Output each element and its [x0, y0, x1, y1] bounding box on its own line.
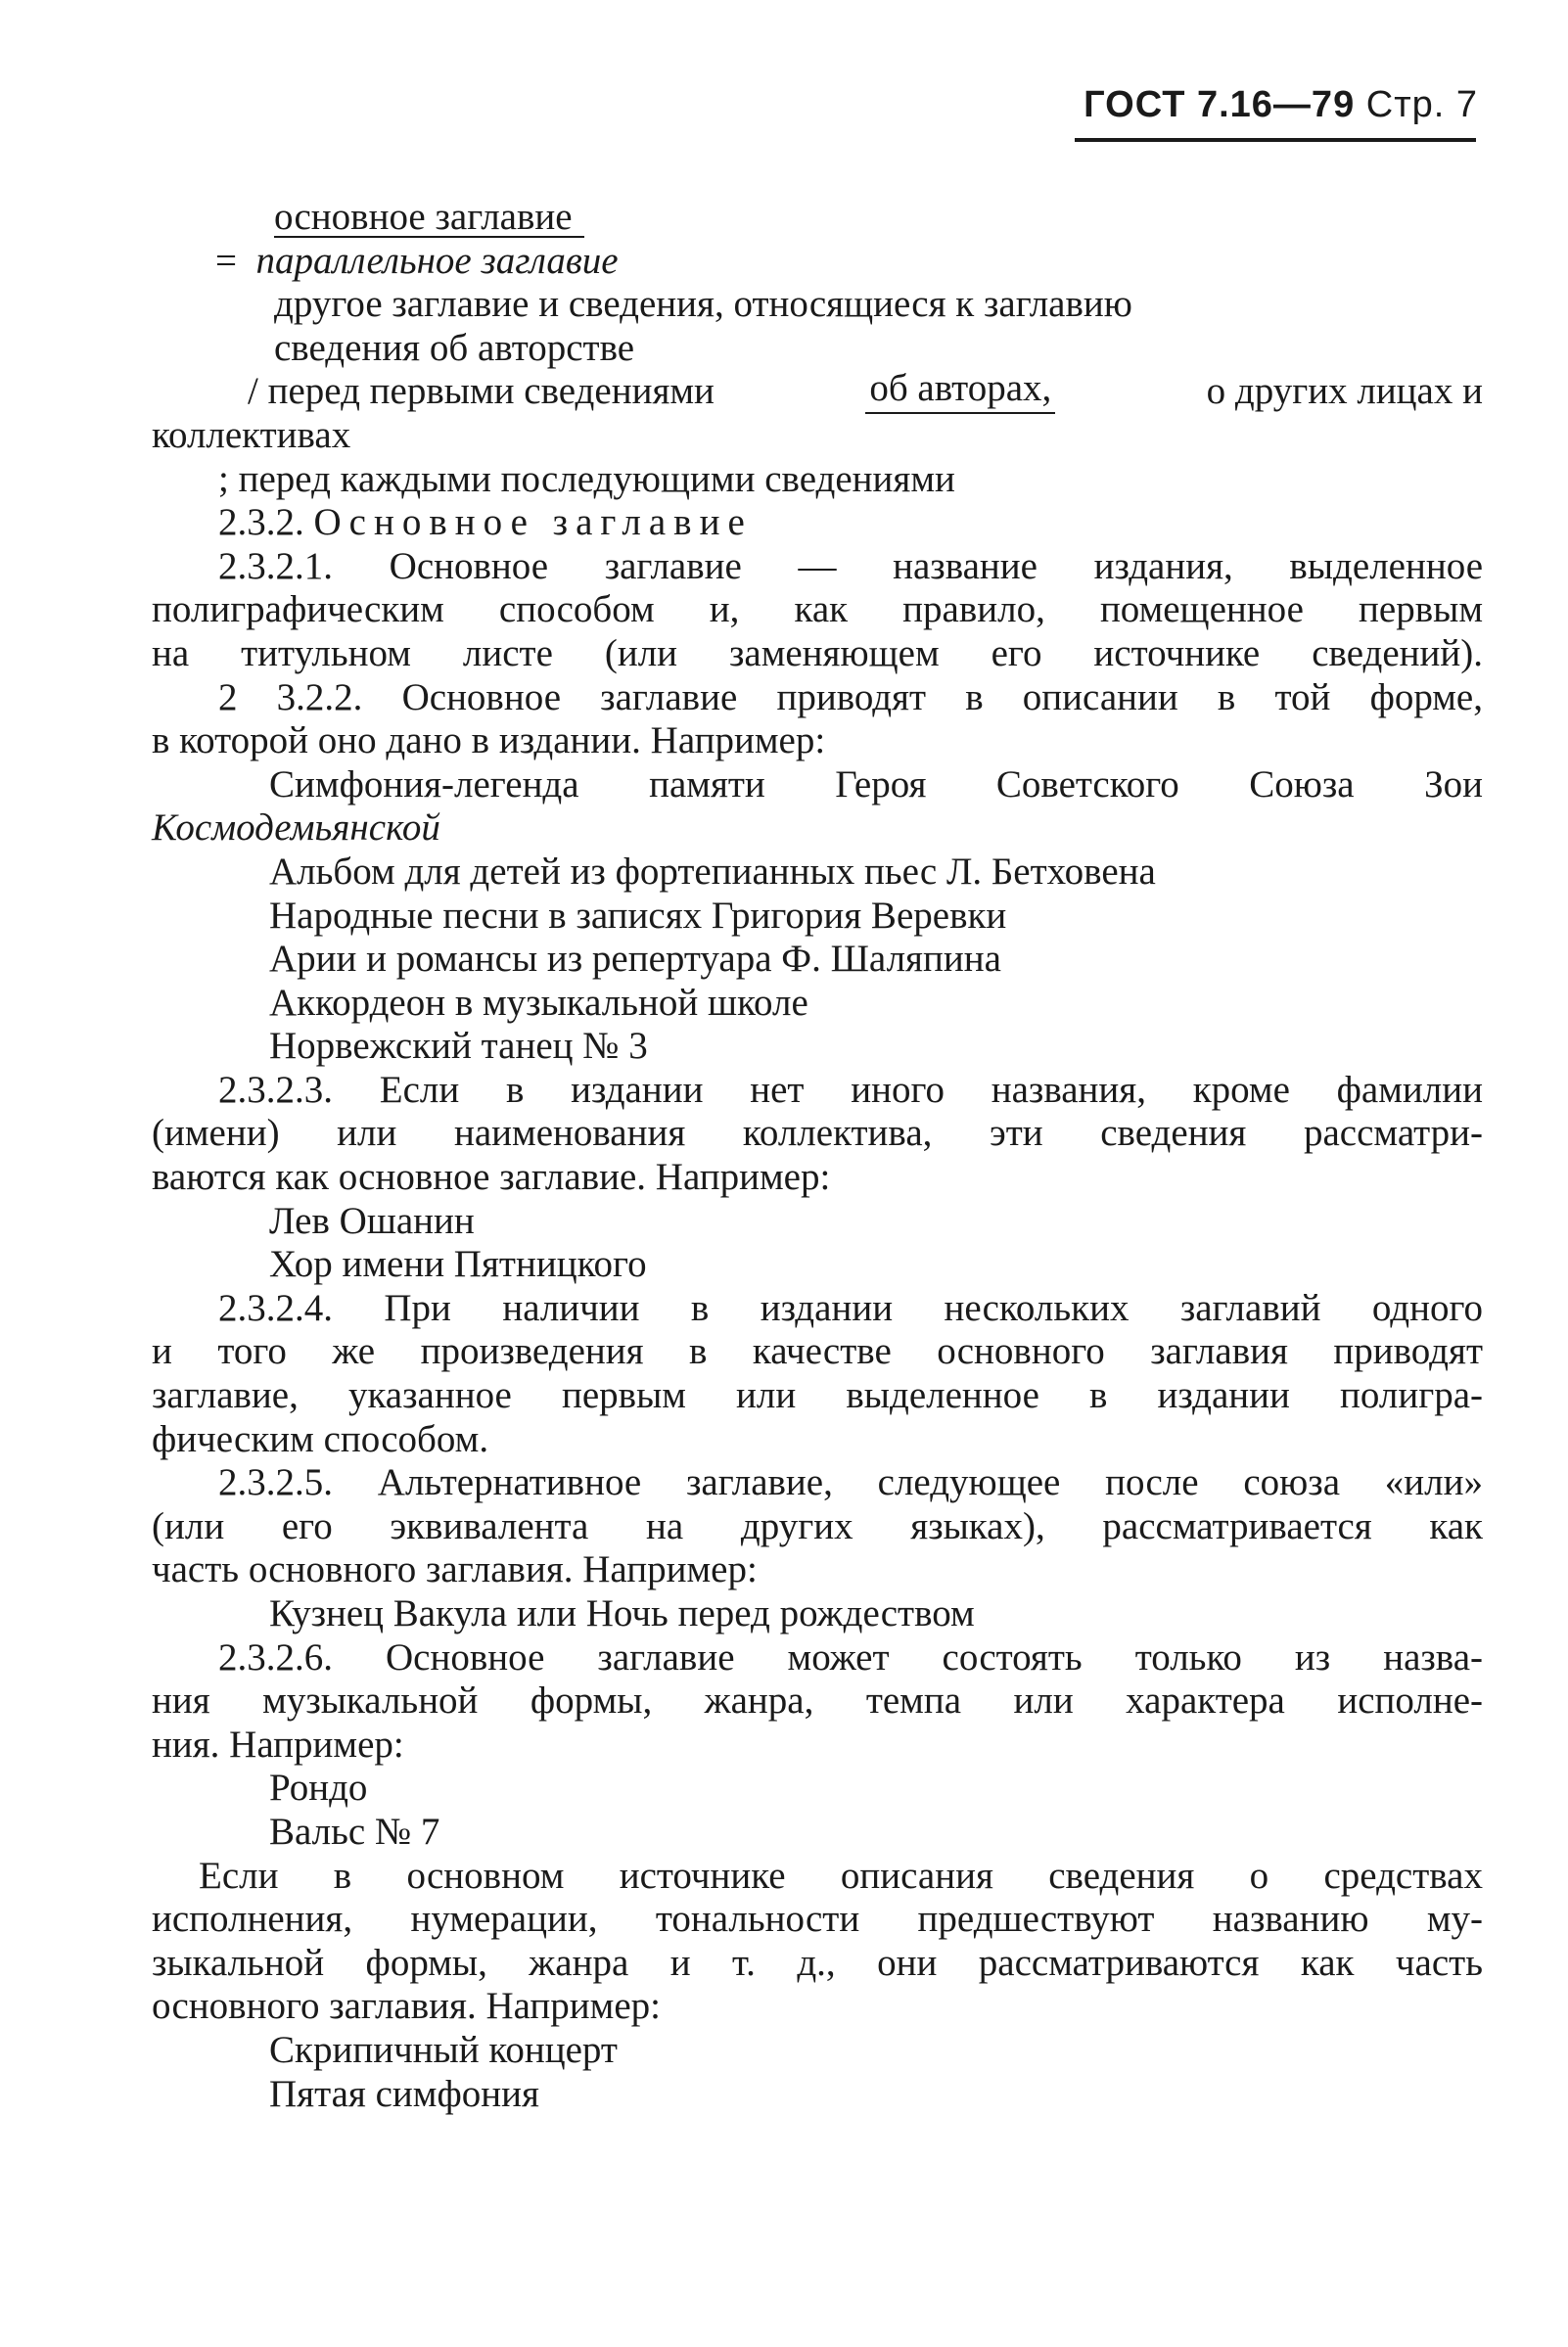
- p4-line-3: заглавие, указанное первым или выделенное в издании полигра-: [152, 1374, 1483, 1417]
- p7-line-2: исполнения, нумерации, тональности предшествуют названию му-: [152, 1898, 1483, 1941]
- p7-example-2: Пятая симфония: [269, 2072, 539, 2115]
- p4-line-1: 2.3.2.4. При наличии в издании нескольких заглавий одного: [218, 1286, 1483, 1329]
- p3-line-1: 2.3.2.3. Если в издании нет иного названия, кроме фамилии: [218, 1068, 1483, 1111]
- section-heading: 2.3.2. Основное заглавие: [218, 501, 753, 544]
- p1-line-2: полиграфическим способом и, как правило, помещенное первым: [152, 588, 1483, 631]
- p2-example-1-cont: Космодемьянской: [152, 806, 440, 850]
- page-header: [1084, 82, 1478, 127]
- p2-example-5: Аккордеон в музыкальной школе: [269, 981, 808, 1024]
- p5-example-1: Кузнец Вакула или Ночь перед рождеством: [269, 1592, 975, 1634]
- p2-line-2: в которой оно дано в издании. Например:: [152, 719, 826, 762]
- p2-example-3: Народные песни в записях Григория Веревки: [269, 894, 1007, 937]
- p6-line-1: 2.3.2.6. Основное заглавие может состоять только из назва-: [218, 1635, 1483, 1679]
- p3-example-1: Лев Ошанин: [269, 1199, 475, 1242]
- scheme-slash-cont: коллективах: [152, 413, 351, 456]
- p6-line-3: ния. Например:: [152, 1723, 404, 1766]
- p6-example-1: Рондо: [269, 1767, 368, 1810]
- p1-line-1: 2.3.2.1. Основное заглавие — название издания, выделенное: [218, 544, 1483, 587]
- p3-example-2: Хор имени Пятницкого: [269, 1243, 647, 1286]
- p5-line-1: 2.3.2.5. Альтернативное заглавие, следующее после союза «или»: [218, 1461, 1483, 1504]
- p2-line-1: 2 3.2.2. Основное заглавие приводят в описании в той форме,: [218, 675, 1483, 718]
- scheme-semicolon-line: ; перед каждыми последующими сведениями: [218, 457, 955, 500]
- p4-line-2: и того же произведения в качестве основного заглавия приводят: [152, 1330, 1483, 1373]
- page-number: Стр. 7: [1365, 84, 1478, 125]
- p7-line-4: основного заглавия. Например:: [152, 1985, 661, 2028]
- p2-example-6: Норвежский танец № 3: [269, 1025, 648, 1068]
- p4-line-4: фическим способом.: [152, 1417, 489, 1460]
- p3-line-3: ваются как основное заглавие. Например:: [152, 1156, 831, 1199]
- p2-example-4: Арии и романсы из репертуара Ф. Шаляпина: [269, 938, 1001, 981]
- p2-example-2: Альбом для детей из фортепианных пьес Л. Бетховена: [269, 850, 1156, 893]
- p5-line-3: часть основного заглавия. Например:: [152, 1548, 758, 1591]
- p6-example-2: Вальс № 7: [269, 1810, 440, 1853]
- header-rule: [1075, 138, 1476, 142]
- p1-line-3: на титульном листе (или заменяющем его источнике сведений).: [152, 631, 1483, 674]
- scheme-other-title: другое заглавие и сведения, относящиеся к заглавию: [274, 283, 1132, 326]
- p3-line-2: (имени) или наименования коллектива, эти сведения рассматри-: [152, 1112, 1483, 1155]
- scheme-main-title: основное заглавие: [152, 196, 1483, 240]
- standard-number: ГОСТ 7.16—79: [1084, 84, 1356, 125]
- p2-example-1: Симфония-легенда памяти Героя Советского Союза Зои: [269, 762, 1483, 805]
- p7-line-3: зыкальной формы, жанра и т. д., они рассматриваются как часть: [152, 1941, 1483, 1984]
- p6-line-2: ния музыкальной формы, жанра, темпа или характера исполне-: [152, 1680, 1483, 1723]
- p7-example-1: Скрипичный концерт: [269, 2028, 618, 2071]
- scheme-parallel-title: = параллельное заглавие: [215, 239, 619, 282]
- scheme-authorship: сведения об авторстве: [274, 326, 635, 369]
- page-body: [152, 196, 1483, 2116]
- p7-line-1: Если в основном источнике описания сведения о средствах: [199, 1854, 1483, 1897]
- scheme-slash-line: / перед первыми сведениями об авторах, о других лицах и: [248, 367, 1483, 413]
- p5-line-2: (или его эквивалента на других языках), рассматривается как: [152, 1504, 1483, 1547]
